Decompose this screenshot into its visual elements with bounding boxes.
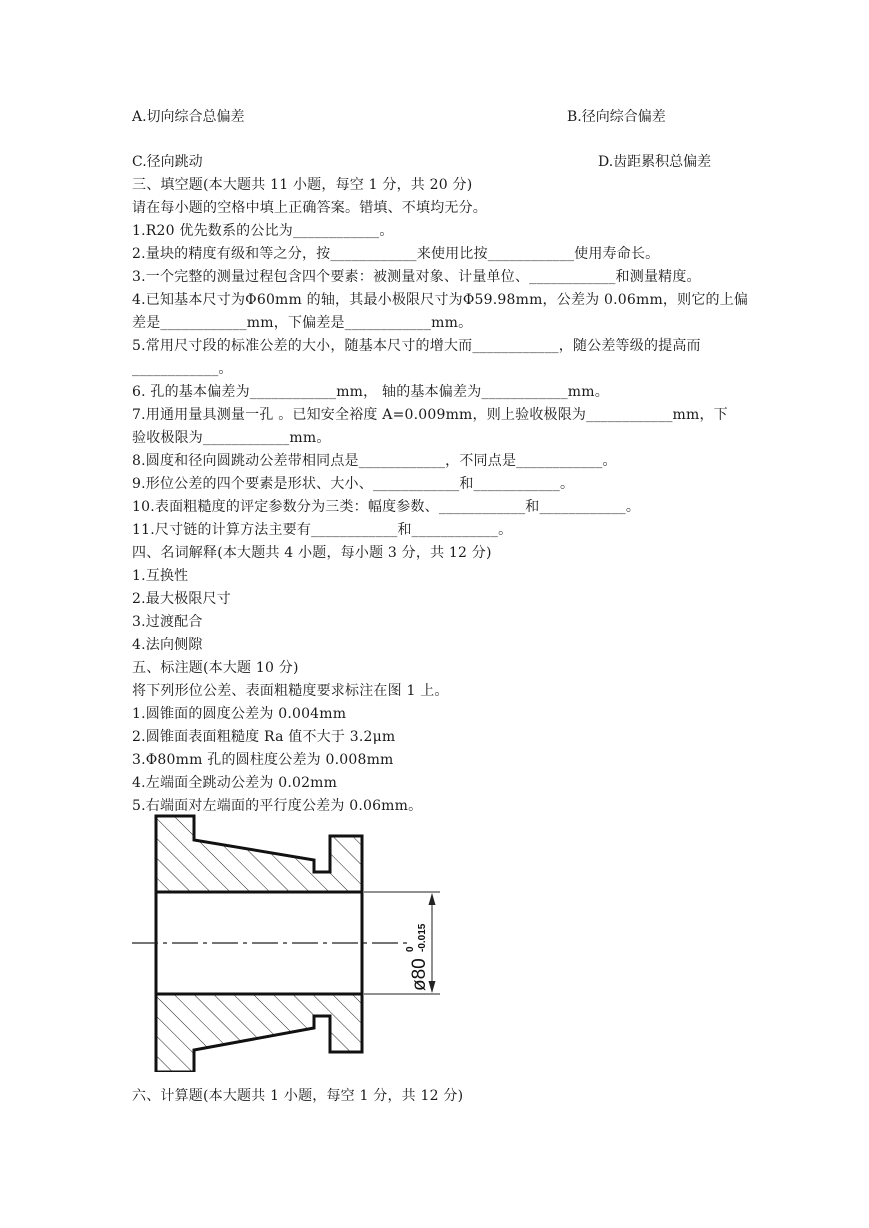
option-d: D.齿距累积总偏差 (598, 154, 712, 170)
fill-item: 3.一个完整的测量过程包含四个要素：被测量对象、计量单位、____________和测量精度。 (132, 269, 701, 285)
fill-item: 1.R20 优先数系的公比为____________。 (132, 223, 394, 239)
section6-heading: 六、计算题(本大题共 1 小题，每空 1 分，共 12 分) (132, 1088, 464, 1104)
dimension-main: ø80 (409, 958, 430, 991)
lower-deviation: -0.015 (417, 923, 428, 952)
diameter-label (405, 923, 430, 991)
section3-heading: 三、填空题(本大题共 11 小题，每空 1 分，共 20 分) (132, 177, 473, 193)
annotation-item: 2.圆锥面表面粗糙度 Ra 值不大于 3.2μm (132, 729, 396, 745)
fill-item: 8.圆度和径向圆跳动公差带相同点是____________，不同点是____________。 (132, 453, 617, 469)
term-item: 4.法向侧隙 (132, 637, 203, 653)
fill-item: 4.已知基本尺寸为Φ60mm 的轴，其最小极限尺寸为Φ59.98mm，公差为 0.06mm，则它的上偏 (132, 292, 749, 308)
section4-heading: 四、名词解释(本大题共 4 小题，每小题 3 分，共 12 分) (132, 545, 492, 561)
annotation-item: 3.Φ80mm 孔的圆柱度公差为 0.008mm (132, 752, 394, 768)
term-item: 1.互换性 (132, 568, 189, 584)
upper-deviation: 0 (405, 946, 416, 952)
term-item: 2.最大极限尺寸 (132, 591, 231, 607)
section3-instruction: 请在每小题的空格中填上正确答案。错填、不填均无分。 (132, 200, 487, 216)
fill-item-continuation: 验收极限为____________mm。 (132, 430, 331, 446)
fill-item: 5.常用尺寸段的标准公差的大小，随基本尺寸的增大而____________，随公差等级的提高而 (132, 338, 701, 354)
option-a: A.切向综合总偏差 (132, 109, 245, 125)
fill-item: 6. 孔的基本偏差为____________mm， 轴的基本偏差为____________mm。 (132, 384, 609, 400)
arrow-up-icon (429, 893, 436, 905)
upper-section (156, 816, 362, 892)
option-c: C.径向跳动 (132, 154, 203, 170)
fill-item: 7.用通用量具测量一孔 。已知安全裕度 A=0.009mm，则上验收极限为____________mm，下 (132, 407, 728, 423)
option-b: B.径向综合偏差 (567, 109, 666, 125)
flange-section-drawing (128, 810, 448, 1072)
section5-heading: 五、标注题(本大题 10 分) (132, 660, 299, 676)
annotation-item: 4.左端面全跳动公差为 0.02mm (132, 775, 338, 791)
lower-section (156, 994, 362, 1072)
term-item: 3.过渡配合 (132, 614, 203, 630)
fill-item: 2.量块的精度有级和等之分，按____________来使用比按____________使用寿命长。 (132, 246, 660, 262)
annotation-item: 5.右端面对左端面的平行度公差为 0.06mm。 (132, 798, 423, 814)
section5-instruction: 将下列形位公差、表面粗糙度要求标注在图 1 上。 (132, 683, 449, 699)
fill-item: 10.表面粗糙度的评定参数分为三类：幅度参数、____________和____________。 (132, 499, 641, 515)
fill-item: 9.形位公差的四个要素是形状、大小、____________和____________。 (132, 476, 575, 492)
annotation-item: 1.圆锥面的圆度公差为 0.004mm (132, 706, 347, 722)
fill-item: 11.尺寸链的计算方法主要有____________和____________。 (132, 522, 513, 538)
fill-item-continuation: ____________。 (132, 361, 233, 377)
fill-item-continuation: 差是____________mm，下偏差是____________mm。 (132, 315, 473, 331)
